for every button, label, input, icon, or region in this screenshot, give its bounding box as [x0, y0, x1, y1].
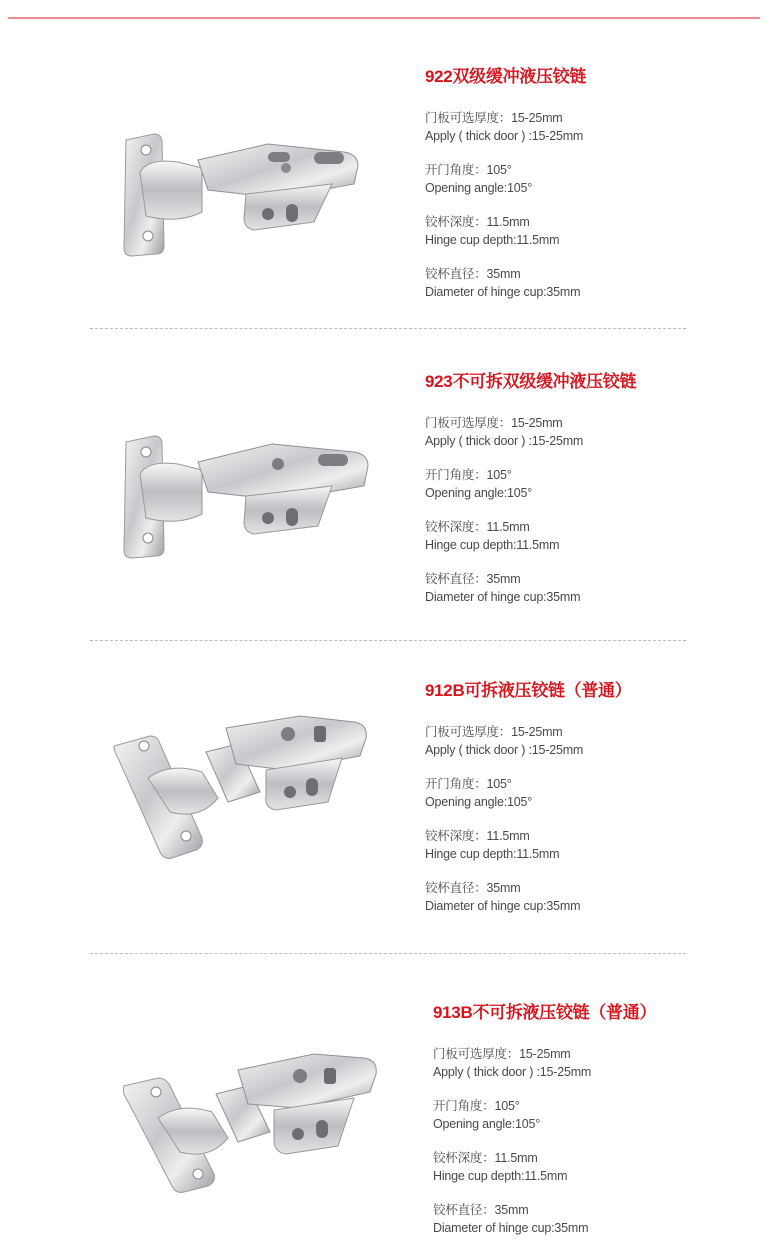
spec-cn: 铰杯直径：35mm	[425, 267, 521, 281]
spec-thickness	[433, 1045, 656, 1081]
spec-en: Apply ( thick door ) :15-25mm	[425, 129, 584, 143]
product-specs	[425, 62, 586, 317]
spec-cn: 铰杯直径：35mm	[425, 572, 521, 586]
spec-en: Opening angle:105°	[425, 181, 533, 195]
product-specs	[433, 998, 656, 1253]
spec-en: Opening angle:105°	[425, 795, 533, 809]
spec-en: Hinge cup depth:11.5mm	[425, 538, 560, 552]
section-divider	[90, 953, 686, 954]
spec-cn: 铰杯深度：11.5mm	[425, 829, 530, 843]
spec-cn: 铰杯直径：35mm	[433, 1203, 529, 1217]
product-title: 923不可拆双级缓冲液压铰链	[425, 372, 637, 391]
spec-en: Opening angle:105°	[425, 486, 533, 500]
spec-en: Hinge cup depth:11.5mm	[425, 847, 560, 861]
spec-en: Hinge cup depth:11.5mm	[433, 1169, 568, 1183]
product-specs	[425, 367, 636, 622]
spec-angle	[425, 161, 586, 197]
top-divider	[8, 17, 760, 19]
spec-cn: 门板可选厚度：15-25mm	[425, 725, 563, 739]
spec-cn: 铰杯深度：11.5mm	[425, 215, 530, 229]
spec-cup-diameter	[425, 570, 636, 606]
spec-en: Diameter of hinge cup:35mm	[433, 1221, 589, 1235]
product-specs	[425, 676, 631, 931]
spec-cn: 开门角度：105°	[425, 468, 512, 482]
spec-cn: 开门角度：105°	[425, 777, 512, 791]
spec-cn: 铰杯深度：11.5mm	[433, 1151, 538, 1165]
spec-cn: 门板可选厚度：15-25mm	[433, 1047, 571, 1061]
spec-en: Apply ( thick door ) :15-25mm	[425, 434, 584, 448]
product-title: 922双级缓冲液压铰链	[425, 67, 587, 86]
hinge-image	[118, 1036, 388, 1196]
spec-en: Apply ( thick door ) :15-25mm	[425, 743, 584, 757]
spec-cup-diameter	[425, 879, 631, 915]
hinge-image	[110, 712, 380, 862]
spec-thickness	[425, 723, 631, 759]
spec-cn: 门板可选厚度：15-25mm	[425, 111, 563, 125]
spec-cup-depth	[433, 1149, 656, 1185]
spec-en: Diameter of hinge cup:35mm	[425, 285, 581, 299]
section-divider	[90, 640, 686, 641]
section-divider	[90, 328, 686, 329]
spec-en: Diameter of hinge cup:35mm	[425, 590, 581, 604]
spec-en: Apply ( thick door ) :15-25mm	[433, 1065, 592, 1079]
spec-en: Hinge cup depth:11.5mm	[425, 233, 560, 247]
spec-cup-depth	[425, 827, 631, 863]
spec-cn: 铰杯深度：11.5mm	[425, 520, 530, 534]
spec-cn: 开门角度：105°	[433, 1099, 520, 1113]
product-title: 912B可拆液压铰链（普通）	[425, 681, 632, 700]
spec-cn: 门板可选厚度：15-25mm	[425, 416, 563, 430]
spec-cup-depth	[425, 213, 586, 249]
spec-cn: 铰杯直径：35mm	[425, 881, 521, 895]
spec-cn: 开门角度：105°	[425, 163, 512, 177]
spec-thickness	[425, 109, 586, 145]
spec-thickness	[425, 414, 636, 450]
hinge-image	[118, 128, 378, 268]
spec-cup-depth	[425, 518, 636, 554]
hinge-image	[118, 430, 388, 570]
product-title: 913B不可拆液压铰链（普通）	[433, 1003, 657, 1022]
spec-cup-diameter	[425, 265, 586, 301]
spec-cup-diameter	[433, 1201, 656, 1237]
spec-en: Opening angle:105°	[433, 1117, 541, 1131]
spec-angle	[425, 775, 631, 811]
spec-angle	[433, 1097, 656, 1133]
spec-angle	[425, 466, 636, 502]
spec-en: Diameter of hinge cup:35mm	[425, 899, 581, 913]
